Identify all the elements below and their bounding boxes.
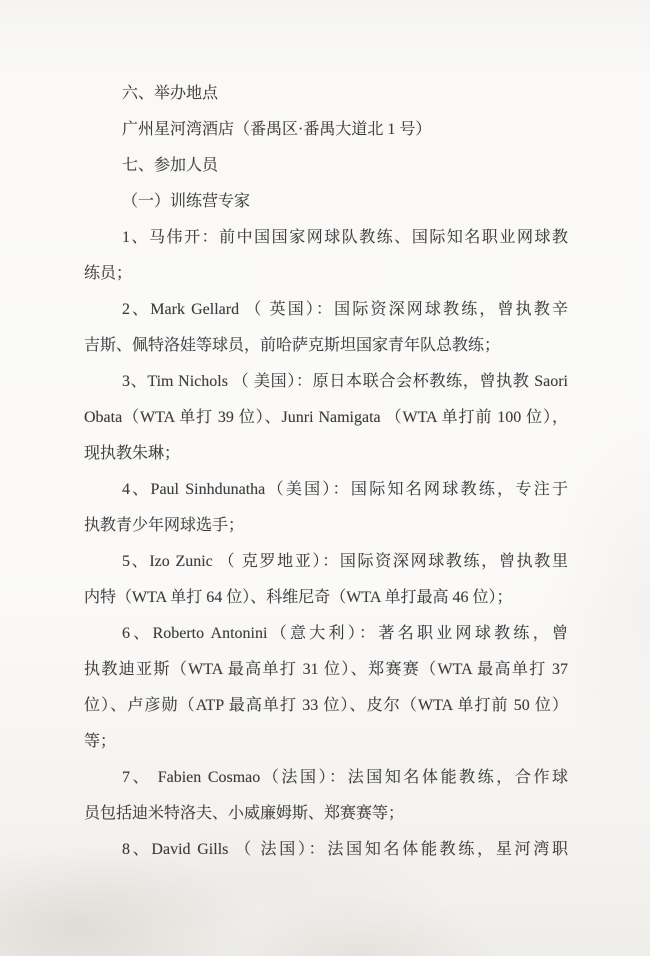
text-line: 6、Roberto Antonini（意大利）：著名职业网球教练，曾: [122, 625, 568, 642]
text-line: 六、举办地点: [122, 85, 219, 102]
text-line: 5、Izo Zunic （ 克罗地亚）：国际资深网球教练，曾执教里: [122, 553, 568, 570]
text-line: （一）训练营专家: [122, 193, 251, 210]
text-line: 7、 Fabien Cosmao（法国）：法国知名体能教练，合作球: [122, 769, 568, 786]
text-line: Obata（WTA 单打 39 位）、Junri Namigata （WTA 单打前 100 位），: [84, 409, 568, 426]
text-line: 8、David Gills （ 法国）：法国知名体能教练，星河湾职: [122, 841, 568, 858]
text-line: 七、参加人员: [122, 157, 219, 174]
text-line: 3、Tim Nichols （ 美国）：原日本联合会杯教练，曾执教 Saori: [122, 373, 568, 390]
text-line: 员包括迪米特洛夫、小威廉姆斯、郑赛赛等；: [84, 805, 405, 822]
document-body: [84, 76, 568, 868]
text-line: 吉斯、佩特洛娃等球员，前哈萨克斯坦国家青年队总教练；: [84, 337, 501, 354]
text-line: 内特（WTA 单打 64 位）、科维尼奇（WTA 单打最高 46 位）；: [84, 589, 513, 606]
text-line: 1、马伟开：前中国国家网球队教练、国际知名职业网球教: [122, 229, 568, 246]
text-line: 2、Mark Gellard （ 英国）：国际资深网球教练，曾执教辛: [122, 301, 568, 318]
text-line: 练员；: [84, 265, 133, 282]
text-line: 位）、卢彦勋（ATP 最高单打 33 位）、皮尔（WTA 单打前 50 位）: [84, 697, 568, 714]
text-line: 4、Paul Sinhdunatha（美国）：国际知名网球教练，专注于: [122, 481, 568, 498]
text-line: 现执教朱琳；: [84, 445, 181, 462]
text-line: 执教迪亚斯（WTA 最高单打 31 位）、郑赛赛（WTA 最高单打 37: [84, 661, 568, 678]
text-line: 广州星河湾酒店（番禺区·番禺大道北 1 号）: [122, 121, 432, 138]
text-line: 执教青少年网球选手；: [84, 517, 245, 534]
text-line: 等；: [84, 733, 117, 750]
